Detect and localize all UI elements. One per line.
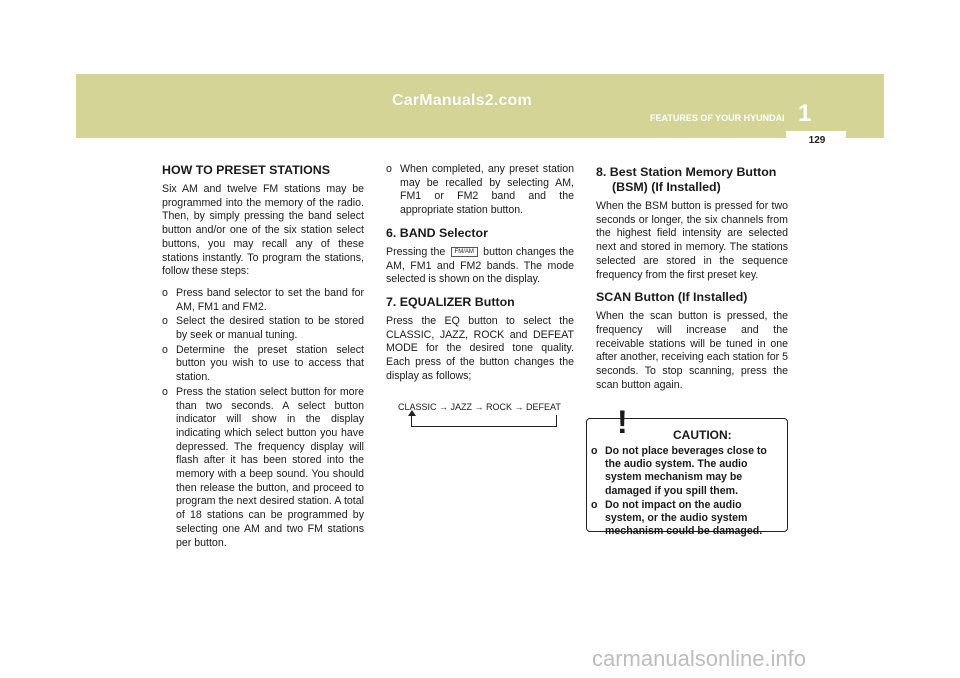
list-item: o Press band selector to set the band for AM, FM1 and FM2. bbox=[162, 286, 364, 313]
caution-title: CAUTION: bbox=[673, 428, 732, 442]
loop-line bbox=[412, 415, 557, 427]
band-text: Pressing the FM/AM button changes the AM, FM1 and FM2 bands. The mode selected is shown on the display. bbox=[386, 245, 574, 286]
heading-band: 6. BAND Selector bbox=[386, 225, 488, 240]
fm-am-button-icon: FM/AM bbox=[451, 247, 478, 257]
caution-list bbox=[591, 445, 783, 539]
column-preset-stations bbox=[162, 163, 364, 551]
bsm-text: When the BSM button is pressed for two seconds or longer, the six channels from the highest field intensity are selected next and stored in memory. The stations selected are stored in the sequence frequency from the first preset key. bbox=[596, 200, 788, 281]
column-bsm-scan bbox=[596, 165, 788, 400]
page-number: 129 bbox=[786, 131, 846, 149]
heading-preset: HOW TO PRESET STATIONS bbox=[162, 163, 330, 177]
arrow-up-icon bbox=[408, 410, 416, 416]
list-item: o Press the station select button for more than two seconds. A select button indicator will show in the display indicating which select button you have depressed. The frequency display will flash after it has been stored into the memory with a beep sound. You should then release the button, and proceed to program the next desired station. A total of 18 stations can be programmed by selecting one AM and two FM stations per button. bbox=[162, 385, 364, 549]
heading-eq: 7. EQUALIZER Button bbox=[386, 294, 515, 309]
watermark-top: CarManuals2.com bbox=[392, 92, 532, 109]
eq-cycle-diagram bbox=[398, 401, 574, 441]
list-item: o When completed, any preset station may be recalled by selecting AM, FM1 or FM2 band and the appropriate station button. bbox=[386, 163, 574, 217]
list-item: o Do not place beverages close to the audio system. The audio system mechanism may be damaged if you spill them. bbox=[591, 445, 767, 497]
completed-list bbox=[386, 163, 574, 218]
preset-steps bbox=[162, 287, 364, 550]
heading-bsm: 8. Best Station Memory Button (BSM) (If Installed) bbox=[596, 165, 777, 194]
list-item: o Select the desired station to be stored by seek or manual tuning. bbox=[162, 315, 364, 342]
caution-box bbox=[586, 404, 788, 538]
preset-intro: Six AM and twelve FM stations may be programmed into the memory of the radio. Then, by simply pressing the band select button and/or one of the six station select buttons, you may recall any of these stations instantly. To program the stations, follow these steps: bbox=[162, 183, 364, 278]
list-item: o Determine the preset station select button you wish to use to access that station. bbox=[162, 343, 364, 384]
list-item: o Do not impact on the audio system, or the audio system mechanism could be damaged. bbox=[591, 498, 763, 538]
eq-sequence: CLASSIC → JAZZ → ROCK → DEFEAT bbox=[398, 402, 561, 413]
column-band-eq bbox=[386, 163, 574, 441]
section-title: FEATURES OF YOUR HYUNDAI bbox=[650, 113, 785, 123]
heading-scan: SCAN Button (If Installed) bbox=[596, 290, 748, 305]
scan-text: When the scan button is pressed, the frequency will increase and the receivable stations will be tuned in one after another, receiving each station for 5 seconds. To stop scanning, press the scan button again. bbox=[596, 310, 788, 391]
eq-text: Press the EQ button to select the CLASSIC, JAZZ, ROCK and DEFEAT MODE for the desired tone quality. Each press of the button changes the display as follows; bbox=[386, 314, 574, 382]
loop-stem bbox=[411, 415, 412, 427]
watermark-bottom: carmanualsonline.info bbox=[592, 646, 807, 671]
section-number: 1 bbox=[798, 100, 812, 127]
warning-icon: ! bbox=[617, 404, 628, 440]
